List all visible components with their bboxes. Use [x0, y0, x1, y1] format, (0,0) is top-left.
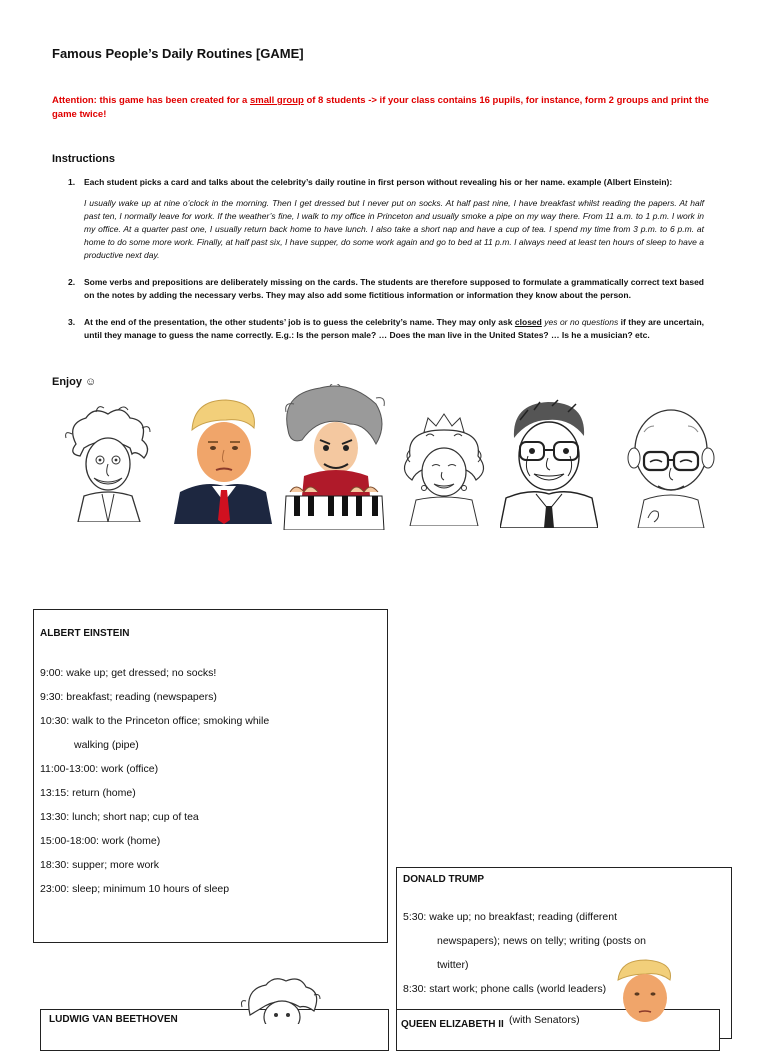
routine-entry: 10:30: walk to the Princeton office; smoking while — [40, 715, 270, 727]
routine-entry: 5:30: wake up; no breakfast; reading (different — [403, 911, 618, 923]
instructions-list — [68, 176, 704, 342]
beethoven-caricature — [280, 384, 388, 530]
instruction-text — [84, 316, 704, 342]
routine-entry: 23:00: sleep; minimum 10 hours of sleep — [40, 883, 230, 895]
routine-entry: twitter) — [437, 959, 469, 971]
routine-entry: 9:00: wake up; get dressed; no socks! — [40, 667, 217, 679]
portrait-row — [52, 384, 724, 530]
instruction-text-underlined: closed — [514, 317, 542, 327]
page-title: Famous People’s Daily Routines [GAME] — [52, 46, 304, 61]
instruction-text-italic: yes or no questions — [541, 317, 619, 327]
card-albert-einstein — [33, 609, 388, 943]
card-name: QUEEN ELIZABETH II — [401, 1019, 504, 1030]
attention-suffix: of 8 students -> if your class contains 16 pupils, for instance, form 2 groups and print the game twice! — [52, 95, 709, 120]
card-ludwig-van-beethoven — [40, 1009, 389, 1051]
attention-prefix: Attention: this game has been created for a — [52, 95, 250, 106]
routine-entry: newspapers); news on telly; writing (posts on — [437, 935, 646, 947]
instruction-example: I usually wake up at nine o’clock in the morning. Then I get dressed but I never put on socks. At half past nine, I have breakfast whilst reading the papers. At half past ten, I normally leave for work. If the weather’s fine, I walk to my office in Princeton and usually smoke a pipe on my way there. From 11 a.m. to 1 p.m. I work in my office. At a quarter past one, I usually return back home to have lunch. I also take a short nap and have a cup of tea. I spend my time from 3 p.m. to 6 p.m. at home to do some more work. Finally, at half past six, I have supper, do some work again and go to bed at 11 p.m. I always need at least ten hours of sleep to have a productive next day. — [84, 198, 704, 260]
card-name: LUDWIG VAN BEETHOVEN — [49, 1014, 178, 1025]
routine-entry: 13:15: return (home) — [40, 787, 136, 799]
attention-note — [52, 94, 712, 122]
routine-entry: 18:30: supper; more work — [40, 859, 160, 871]
instruction-number: 2. — [68, 277, 76, 287]
routine-entry: 8:30: start work; phone calls (world leaders) — [403, 983, 607, 995]
instruction-text: Some verbs and prepositions are deliberately missing on the cards. The students are therefore supposed to formulate a grammatically correct text based on the notes by adding the necessary verbs. They may also add some fictitious information or information they know about the person. — [84, 277, 704, 300]
enjoy-label: Enjoy ☺ — [52, 376, 97, 388]
routine-entry: 15:00-18:00: work (home) — [40, 835, 161, 847]
einstein-caricature — [56, 404, 158, 522]
instruction-text-a: At the end of the presentation, the other students’ job is to guess the celebrity’s name. They may only ask — [84, 317, 515, 327]
routine-entry: 13:30: lunch; short nap; cup of tea — [40, 811, 199, 823]
card-name: ALBERT EINSTEIN — [40, 628, 130, 639]
card-name: DONALD TRUMP — [403, 874, 485, 885]
instruction-number: 3. — [68, 317, 76, 327]
instruction-item-2 — [68, 276, 704, 302]
attention-underlined: small group — [249, 95, 304, 106]
instruction-item-1 — [68, 176, 704, 262]
routine-entry: 11:00-13:00: work (office) — [40, 763, 159, 775]
routine-entry: walking (pipe) — [74, 739, 139, 751]
trump-thumbnail — [608, 958, 682, 1024]
instructions-heading: Instructions — [52, 153, 115, 165]
queen-caricature — [396, 410, 492, 526]
trump-caricature — [174, 394, 272, 524]
instruction-text-b: if they are uncertain, until they manage to guess the name correctly. E.g.: Is the person male? … Does the man live in the United States? … Is he a musician? etc. — [84, 317, 705, 340]
gates-caricature — [500, 398, 598, 528]
einstein-thumbnail — [240, 975, 322, 1024]
instruction-number: 1. — [68, 177, 76, 187]
instruction-item-3 — [68, 316, 704, 342]
instruction-text: Each student picks a card and talks about the celebrity’s daily routine in first person without revealing his or her name. example (Albert Einstein): — [84, 177, 673, 187]
overlap-text: (with Senators) — [509, 1014, 580, 1026]
dalai-lama-caricature — [618, 402, 724, 528]
routine-entry: 9:30: breakfast; reading (newspapers) — [40, 691, 217, 703]
